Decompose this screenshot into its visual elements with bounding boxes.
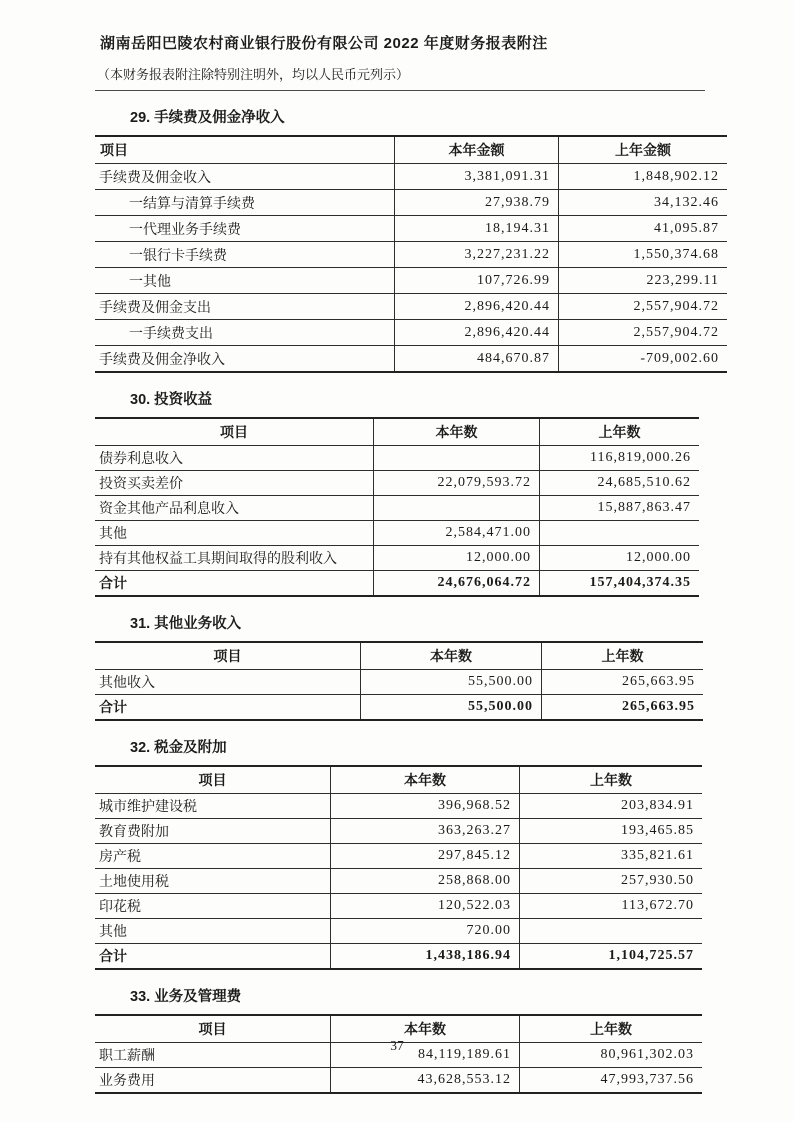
table-header-row [95, 766, 702, 794]
table-row [95, 294, 727, 320]
table-row [95, 346, 727, 373]
cell-prior: 157,404,374.35 [540, 571, 700, 597]
page-number: 37 [390, 1038, 404, 1053]
cell-prior: 1,848,902.12 [559, 164, 728, 190]
cell-current: 107,726.99 [395, 268, 559, 294]
cell-label: 资金其他产品利息收入 [95, 496, 374, 521]
cell-prior: 203,834.91 [520, 794, 703, 819]
cell-prior: 257,930.50 [520, 869, 703, 894]
cell-label: 手续费及佣金收入 [95, 164, 395, 190]
cell-current: 720.00 [331, 919, 520, 944]
cell-label: 其他 [95, 919, 331, 944]
cell-label: 一其他 [95, 268, 395, 294]
column-header-current-year: 本年数 [361, 642, 542, 670]
cell-prior: 113,672.70 [520, 894, 703, 919]
cell-label: 债券利息收入 [95, 446, 374, 471]
table-row [95, 471, 699, 496]
cell-label: 其他 [95, 521, 374, 546]
table-header-row [95, 136, 727, 164]
cell-current: 3,227,231.22 [395, 242, 559, 268]
table-row [95, 844, 702, 869]
cell-label: 手续费及佣金净收入 [95, 346, 395, 373]
cell-label: 合计 [95, 944, 331, 970]
table-row [95, 894, 702, 919]
cell-current: 396,968.52 [331, 794, 520, 819]
cell-label: 持有其他权益工具期间取得的股利收入 [95, 546, 374, 571]
cell-label: 教育费附加 [95, 819, 331, 844]
table-row [95, 446, 699, 471]
cell-current: 12,000.00 [374, 546, 540, 571]
page-content [95, 32, 719, 1094]
cell-prior: 12,000.00 [540, 546, 700, 571]
section-heading-30: 30. 投资收益 [130, 392, 213, 408]
cell-label: 合计 [95, 695, 361, 721]
cell-prior: 41,095.87 [559, 216, 728, 242]
document-subtitle: （本财务报表附注除特别注明外，均以人民币元列示） [95, 64, 705, 91]
cell-label: 合计 [95, 571, 374, 597]
table-row [95, 670, 703, 695]
column-header-prior-year: 上年数 [542, 642, 704, 670]
table-total-row [95, 571, 699, 597]
cell-prior: 265,663.95 [542, 695, 704, 721]
column-header-item: 项目 [95, 136, 395, 164]
table-row [95, 869, 702, 894]
cell-current [374, 496, 540, 521]
table-row [95, 794, 702, 819]
table-fee-commission-net-income [95, 135, 727, 373]
column-header-current-year: 本年数 [374, 418, 540, 446]
column-header-item: 项目 [95, 1015, 331, 1043]
table-investment-income [95, 417, 699, 597]
cell-current: 55,500.00 [361, 695, 542, 721]
cell-label: 城市维护建设税 [95, 794, 331, 819]
table-header-row [95, 418, 699, 446]
table-row [95, 268, 727, 294]
cell-current: 22,079,593.72 [374, 471, 540, 496]
cell-label: 业务费用 [95, 1068, 331, 1094]
cell-prior: -709,002.60 [559, 346, 728, 373]
table-header-row [95, 642, 703, 670]
column-header-item: 项目 [95, 766, 331, 794]
cell-label: 手续费及佣金支出 [95, 294, 395, 320]
document-title: 湖南岳阳巴陵农村商业银行股份有限公司 2022 年度财务报表附注 [100, 35, 548, 52]
cell-label: 投资买卖差价 [95, 471, 374, 496]
column-header-item: 项目 [95, 418, 374, 446]
table-other-operating-income [95, 641, 703, 721]
cell-current: 297,845.12 [331, 844, 520, 869]
column-header-prior-year: 上年金额 [559, 136, 728, 164]
cell-current: 24,676,064.72 [374, 571, 540, 597]
column-header-current-year: 本年数 [331, 1015, 520, 1043]
cell-label: 土地使用税 [95, 869, 331, 894]
cell-label: 一手续费支出 [95, 320, 395, 346]
section-heading-29: 29. 手续费及佣金净收入 [130, 110, 285, 126]
cell-current: 2,896,420.44 [395, 320, 559, 346]
cell-prior: 223,299.11 [559, 268, 728, 294]
cell-current: 27,938.79 [395, 190, 559, 216]
column-header-prior-year: 上年数 [540, 418, 700, 446]
cell-current: 2,896,420.44 [395, 294, 559, 320]
cell-current [374, 446, 540, 471]
cell-label: 职工薪酬 [95, 1043, 331, 1068]
cell-prior: 15,887,863.47 [540, 496, 700, 521]
table-total-row [95, 944, 702, 970]
column-header-prior-year: 上年数 [520, 766, 703, 794]
cell-prior: 80,961,302.03 [520, 1043, 703, 1068]
cell-label: 其他收入 [95, 670, 361, 695]
table-total-row [95, 695, 703, 721]
column-header-item: 项目 [95, 642, 361, 670]
cell-prior: 1,550,374.68 [559, 242, 728, 268]
cell-label: 房产税 [95, 844, 331, 869]
table-taxes-and-surcharges [95, 765, 702, 970]
section-heading-31: 31. 其他业务收入 [130, 616, 242, 632]
column-header-current-year: 本年金额 [395, 136, 559, 164]
cell-current: 43,628,553.12 [331, 1068, 520, 1094]
cell-prior: 2,557,904.72 [559, 320, 728, 346]
cell-current: 1,438,186.94 [331, 944, 520, 970]
cell-prior: 193,465.85 [520, 819, 703, 844]
table-row [95, 496, 699, 521]
cell-prior: 24,685,510.62 [540, 471, 700, 496]
cell-current: 258,868.00 [331, 869, 520, 894]
cell-label: 一银行卡手续费 [95, 242, 395, 268]
cell-prior [520, 919, 703, 944]
cell-prior: 116,819,000.26 [540, 446, 700, 471]
table-row [95, 546, 699, 571]
cell-label: 一结算与清算手续费 [95, 190, 395, 216]
cell-prior [540, 521, 700, 546]
cell-current: 18,194.31 [395, 216, 559, 242]
table-row [95, 819, 702, 844]
cell-current: 3,381,091.31 [395, 164, 559, 190]
table-row [95, 320, 727, 346]
table-row [95, 1068, 702, 1094]
section-heading-32: 32. 税金及附加 [130, 740, 227, 756]
cell-current: 55,500.00 [361, 670, 542, 695]
cell-prior: 34,132.46 [559, 190, 728, 216]
table-row [95, 164, 727, 190]
cell-label: 一代理业务手续费 [95, 216, 395, 242]
table-row [95, 190, 727, 216]
table-row [95, 919, 702, 944]
cell-current: 484,670.87 [395, 346, 559, 373]
section-heading-33: 33. 业务及管理费 [130, 989, 242, 1005]
table-row [95, 216, 727, 242]
cell-prior: 335,821.61 [520, 844, 703, 869]
table-row [95, 242, 727, 268]
cell-current: 363,263.27 [331, 819, 520, 844]
cell-current: 84,119,189.61 [331, 1043, 520, 1068]
cell-prior: 47,993,737.56 [520, 1068, 703, 1094]
cell-current: 2,584,471.00 [374, 521, 540, 546]
column-header-current-year: 本年数 [331, 766, 520, 794]
table-row [95, 521, 699, 546]
cell-prior: 2,557,904.72 [559, 294, 728, 320]
column-header-prior-year: 上年数 [520, 1015, 703, 1043]
table-operating-admin-expenses [95, 1014, 702, 1094]
cell-label: 印花税 [95, 894, 331, 919]
cell-current: 120,522.03 [331, 894, 520, 919]
cell-prior: 265,663.95 [542, 670, 704, 695]
cell-prior: 1,104,725.57 [520, 944, 703, 970]
